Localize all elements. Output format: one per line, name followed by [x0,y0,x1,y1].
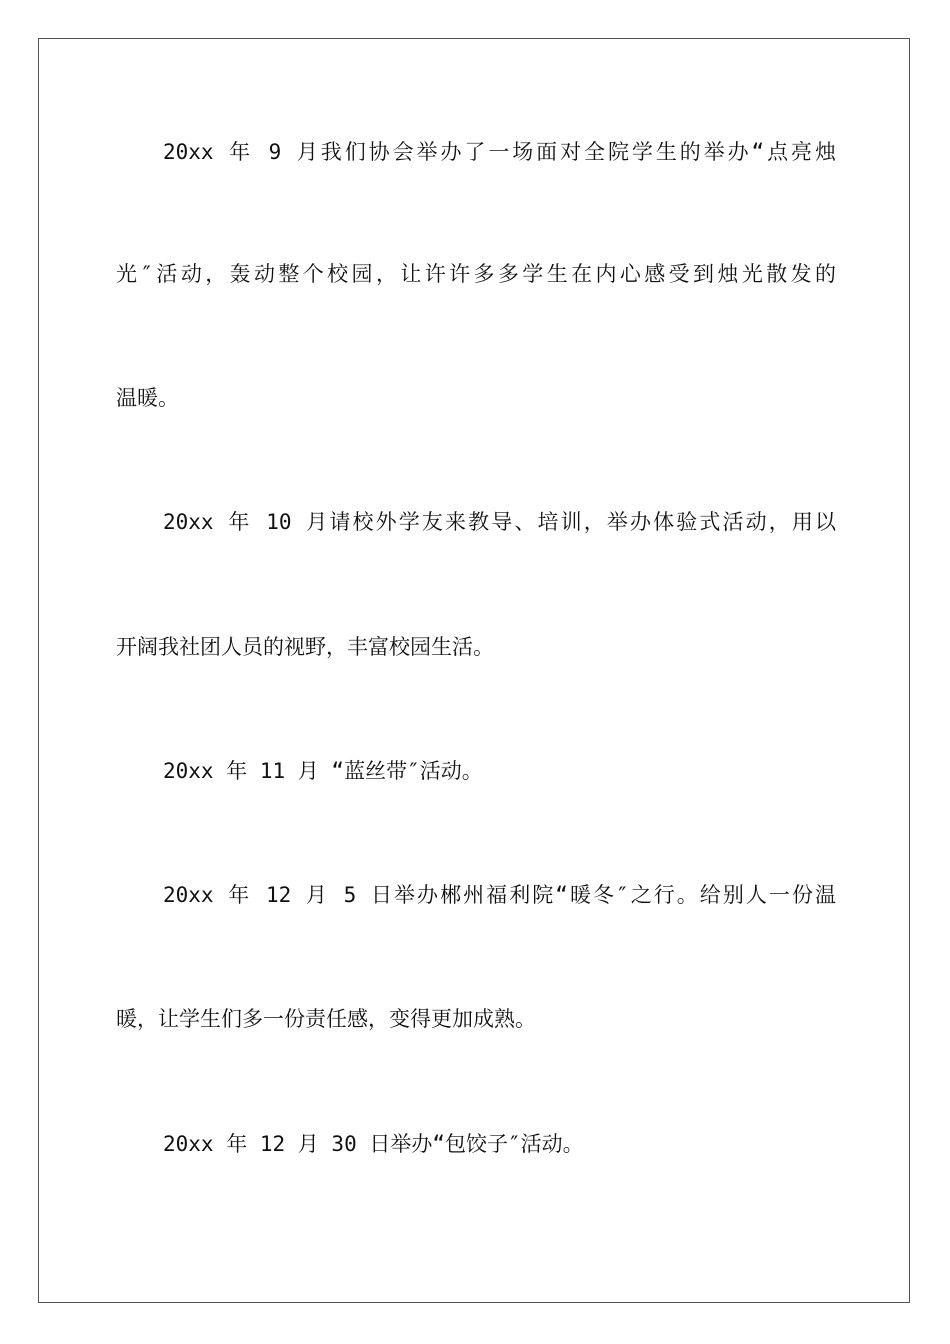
paragraph-1-line-3: 温暖。 [116,386,179,410]
paragraph-3-line-1: 20xx 年 11 月 “蓝丝带″活动。 [163,759,483,783]
paragraph-1-line-1: 20xx 年 9 月我们协会举办了一场面对全院学生的举办“点亮烛 [163,140,836,164]
paragraph-1-line-2: 光″活动，轰动整个校园，让许许多多学生在内心感受到烛光散发的 [116,262,836,286]
paragraph-4-line-1: 20xx 年 12 月 5 日举办郴州福利院“暖冬″之行。给别人一份温 [163,883,836,907]
page-border [38,38,910,1303]
paragraph-2-line-1: 20xx 年 10 月请校外学友来教导、培训，举办体验式活动，用以 [163,510,836,534]
paragraph-2-line-2: 开阔我社团人员的视野，丰富校园生活。 [116,635,494,659]
paragraph-4-line-2: 暖，让学生们多一份责任感，变得更加成熟。 [116,1007,536,1031]
paragraph-5-line-1: 20xx 年 12 月 30 日举办“包饺子″活动。 [163,1132,584,1156]
